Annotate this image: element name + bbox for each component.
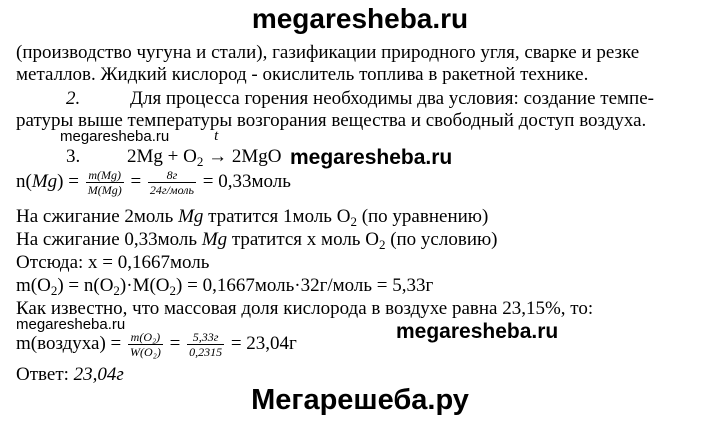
equation-right: 2MgO	[231, 146, 282, 167]
item-2-number: 2.	[66, 88, 81, 109]
oxygen-fraction-line: Как известно, что массовая доля кислорода в воздухе равна 23,15%, то:	[16, 298, 594, 319]
fraction-denominator: 24г/моль	[149, 183, 194, 197]
fraction-denominator: W(O₂)	[130, 345, 161, 359]
burn1-var: Mg	[178, 206, 204, 227]
burn1-post: (по уравнению)	[361, 206, 489, 227]
fraction-m-over-M	[86, 168, 124, 197]
intro-line-2: металлов. Жидкий кислород - окислитель топлива в ракетной технике.	[16, 64, 589, 85]
moles-mg-calculation	[16, 168, 291, 197]
fraction-values	[148, 168, 196, 197]
mass-air-result: = 23,04г	[230, 332, 297, 354]
mass-o2-p2: ) = n(O	[57, 275, 114, 296]
watermark-mid-2: megaresheba.ru	[396, 320, 559, 343]
equals-sign: =	[169, 332, 181, 354]
fraction-values	[187, 330, 224, 359]
mass-o2-s3: 2	[169, 283, 177, 298]
heating-condition: t	[214, 128, 219, 144]
fraction-denominator: 0,2315	[189, 345, 223, 359]
equation-left: 2Mg + O	[127, 146, 197, 167]
answer-label: Ответ:	[16, 364, 69, 385]
burn1-subscript: 2	[350, 214, 357, 229]
reaction-equation	[127, 128, 282, 170]
equals-sign: =	[130, 170, 142, 192]
burn2-mid: тратится x моль O	[231, 229, 379, 250]
burn1-mid: тратится 1моль O	[208, 206, 351, 227]
reaction-arrow	[208, 128, 228, 168]
watermark-small-2: megaresheba.ru	[16, 316, 126, 333]
intro-line-1: (производство чугуна и стали), газификации природного угля, сварке и резке	[16, 42, 640, 63]
burn-line-equation	[16, 206, 488, 230]
answer-value: 23,04г	[73, 364, 124, 385]
fraction-numerator: 8г	[148, 168, 196, 183]
n-mg-result: = 0,33моль	[202, 170, 291, 192]
burn2-subscript: 2	[378, 237, 386, 252]
mass-o2-s2: 2	[113, 283, 120, 298]
n-mg-prefix: n(	[16, 170, 32, 192]
item-2-line-1: Для процесса горения необходимы два условия: создание темпе-	[130, 88, 654, 109]
mass-air-calculation	[16, 330, 297, 359]
mass-o2-line	[16, 275, 433, 299]
mass-o2-p4: ) = 0,1667моль·32г/моль = 5,33г	[176, 275, 434, 296]
equation-o2-subscript: 2	[196, 154, 204, 169]
watermark-top: megaresheba.ru	[251, 3, 469, 34]
watermark-mid-1: megaresheba.ru	[290, 146, 453, 169]
n-mg-var: Mg	[31, 170, 58, 192]
mass-o2-p3: )·M(O	[119, 275, 170, 296]
fraction-numerator: 5,33г	[187, 330, 224, 345]
item-3-number: 3.	[66, 146, 81, 167]
mass-o2-s1: 2	[50, 283, 58, 298]
n-mg-suffix: ) =	[57, 170, 79, 192]
fraction-numerator: m(O₂)	[128, 330, 163, 345]
answer-line	[16, 364, 124, 386]
watermark-small-1: megaresheba.ru	[60, 128, 170, 145]
burn-line-condition	[16, 229, 498, 253]
burn2-var: Mg	[201, 229, 228, 250]
arrow-symbol: →	[208, 146, 228, 167]
hence-line: Отсюда: x = 0,1667моль	[16, 252, 210, 273]
burn2-post: (по условию)	[390, 229, 498, 250]
burn2-pre: На сжигание 0,33моль	[16, 229, 198, 250]
watermark-bottom: Мегарешеба.ру	[251, 384, 469, 416]
item-2-line-2: ратуры выше температуры возгорания вещества и свободный доступ воздуха.	[16, 110, 647, 131]
fraction-numerator: m(Mg)	[86, 168, 124, 183]
fraction-mass-over-fraction	[128, 330, 163, 359]
mass-o2-p1: m(O	[16, 275, 51, 296]
fraction-denominator: M(Mg)	[87, 183, 122, 197]
burn1-pre: На сжигание 2моль	[16, 206, 174, 227]
mass-air-lhs: m(воздуха) =	[16, 332, 122, 354]
